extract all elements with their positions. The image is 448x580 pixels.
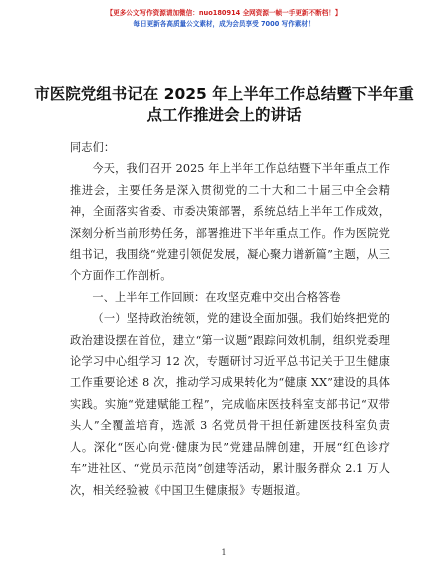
section-1-paragraph-1: （一）坚持政治统领，党的建设全面加强。我们始终把党的政治建设摆在首位，建立“第一议题”跟踪问效机制，组织党委理论学习中心组学习 12 次，专题研讨习近平总书记关于卫生健康工作重要论述 8 次，推动学习成果转化为“健康 XX”建设的具体实践。实施“党建赋能工程”，完成临床医技科室支部书记“双带头人”全覆盖培育，选派 3 名党员骨干担任新建医技科室负责人。深化“医心向党·健康为民”党建品牌创建，开展“红色诊疗车”进社区、“党员示范岗”创建等活动，累计服务群众 2.1 万人次，相关经验被《中国卫生健康报》专题报道。 [70, 312, 390, 497]
document-title: 市医院党组书记在 2025 年上半年工作总结暨下半年重点工作推进会上的讲话 [34, 85, 414, 124]
salutation: 同志们： [70, 141, 116, 154]
intro-paragraph: 今天，我们召开 2025 年上半年工作总结暨下半年重点工作推进会，主要任务是深入贯彻党的二十大和二十届三中全会精神，全面落实省委、市委决策部署，系统总结上半年工作成效，深刻分析当前形势任务，部署推进下半年重点工作。作为医院党组书记，我围绕“党建引领促发展，凝心聚力谱新篇”主题，从三个方面作工作剖析。 [70, 162, 390, 283]
promo-banner-line-1: 【更多公文写作资源请加微信：nuo180914 全网资源一帧一手更新不断档！】 [106, 9, 342, 17]
section-heading-1: 一、上半年工作回顾：在攻坚克难中交出合格答卷 [92, 290, 341, 304]
page-number: 1 [221, 548, 227, 557]
promo-banner [0, 8, 448, 30]
document-body [70, 137, 390, 501]
promo-banner-line-2: 每日更新各高质量公文素材，成为会员享受 7000 写作素材！ [133, 20, 315, 28]
